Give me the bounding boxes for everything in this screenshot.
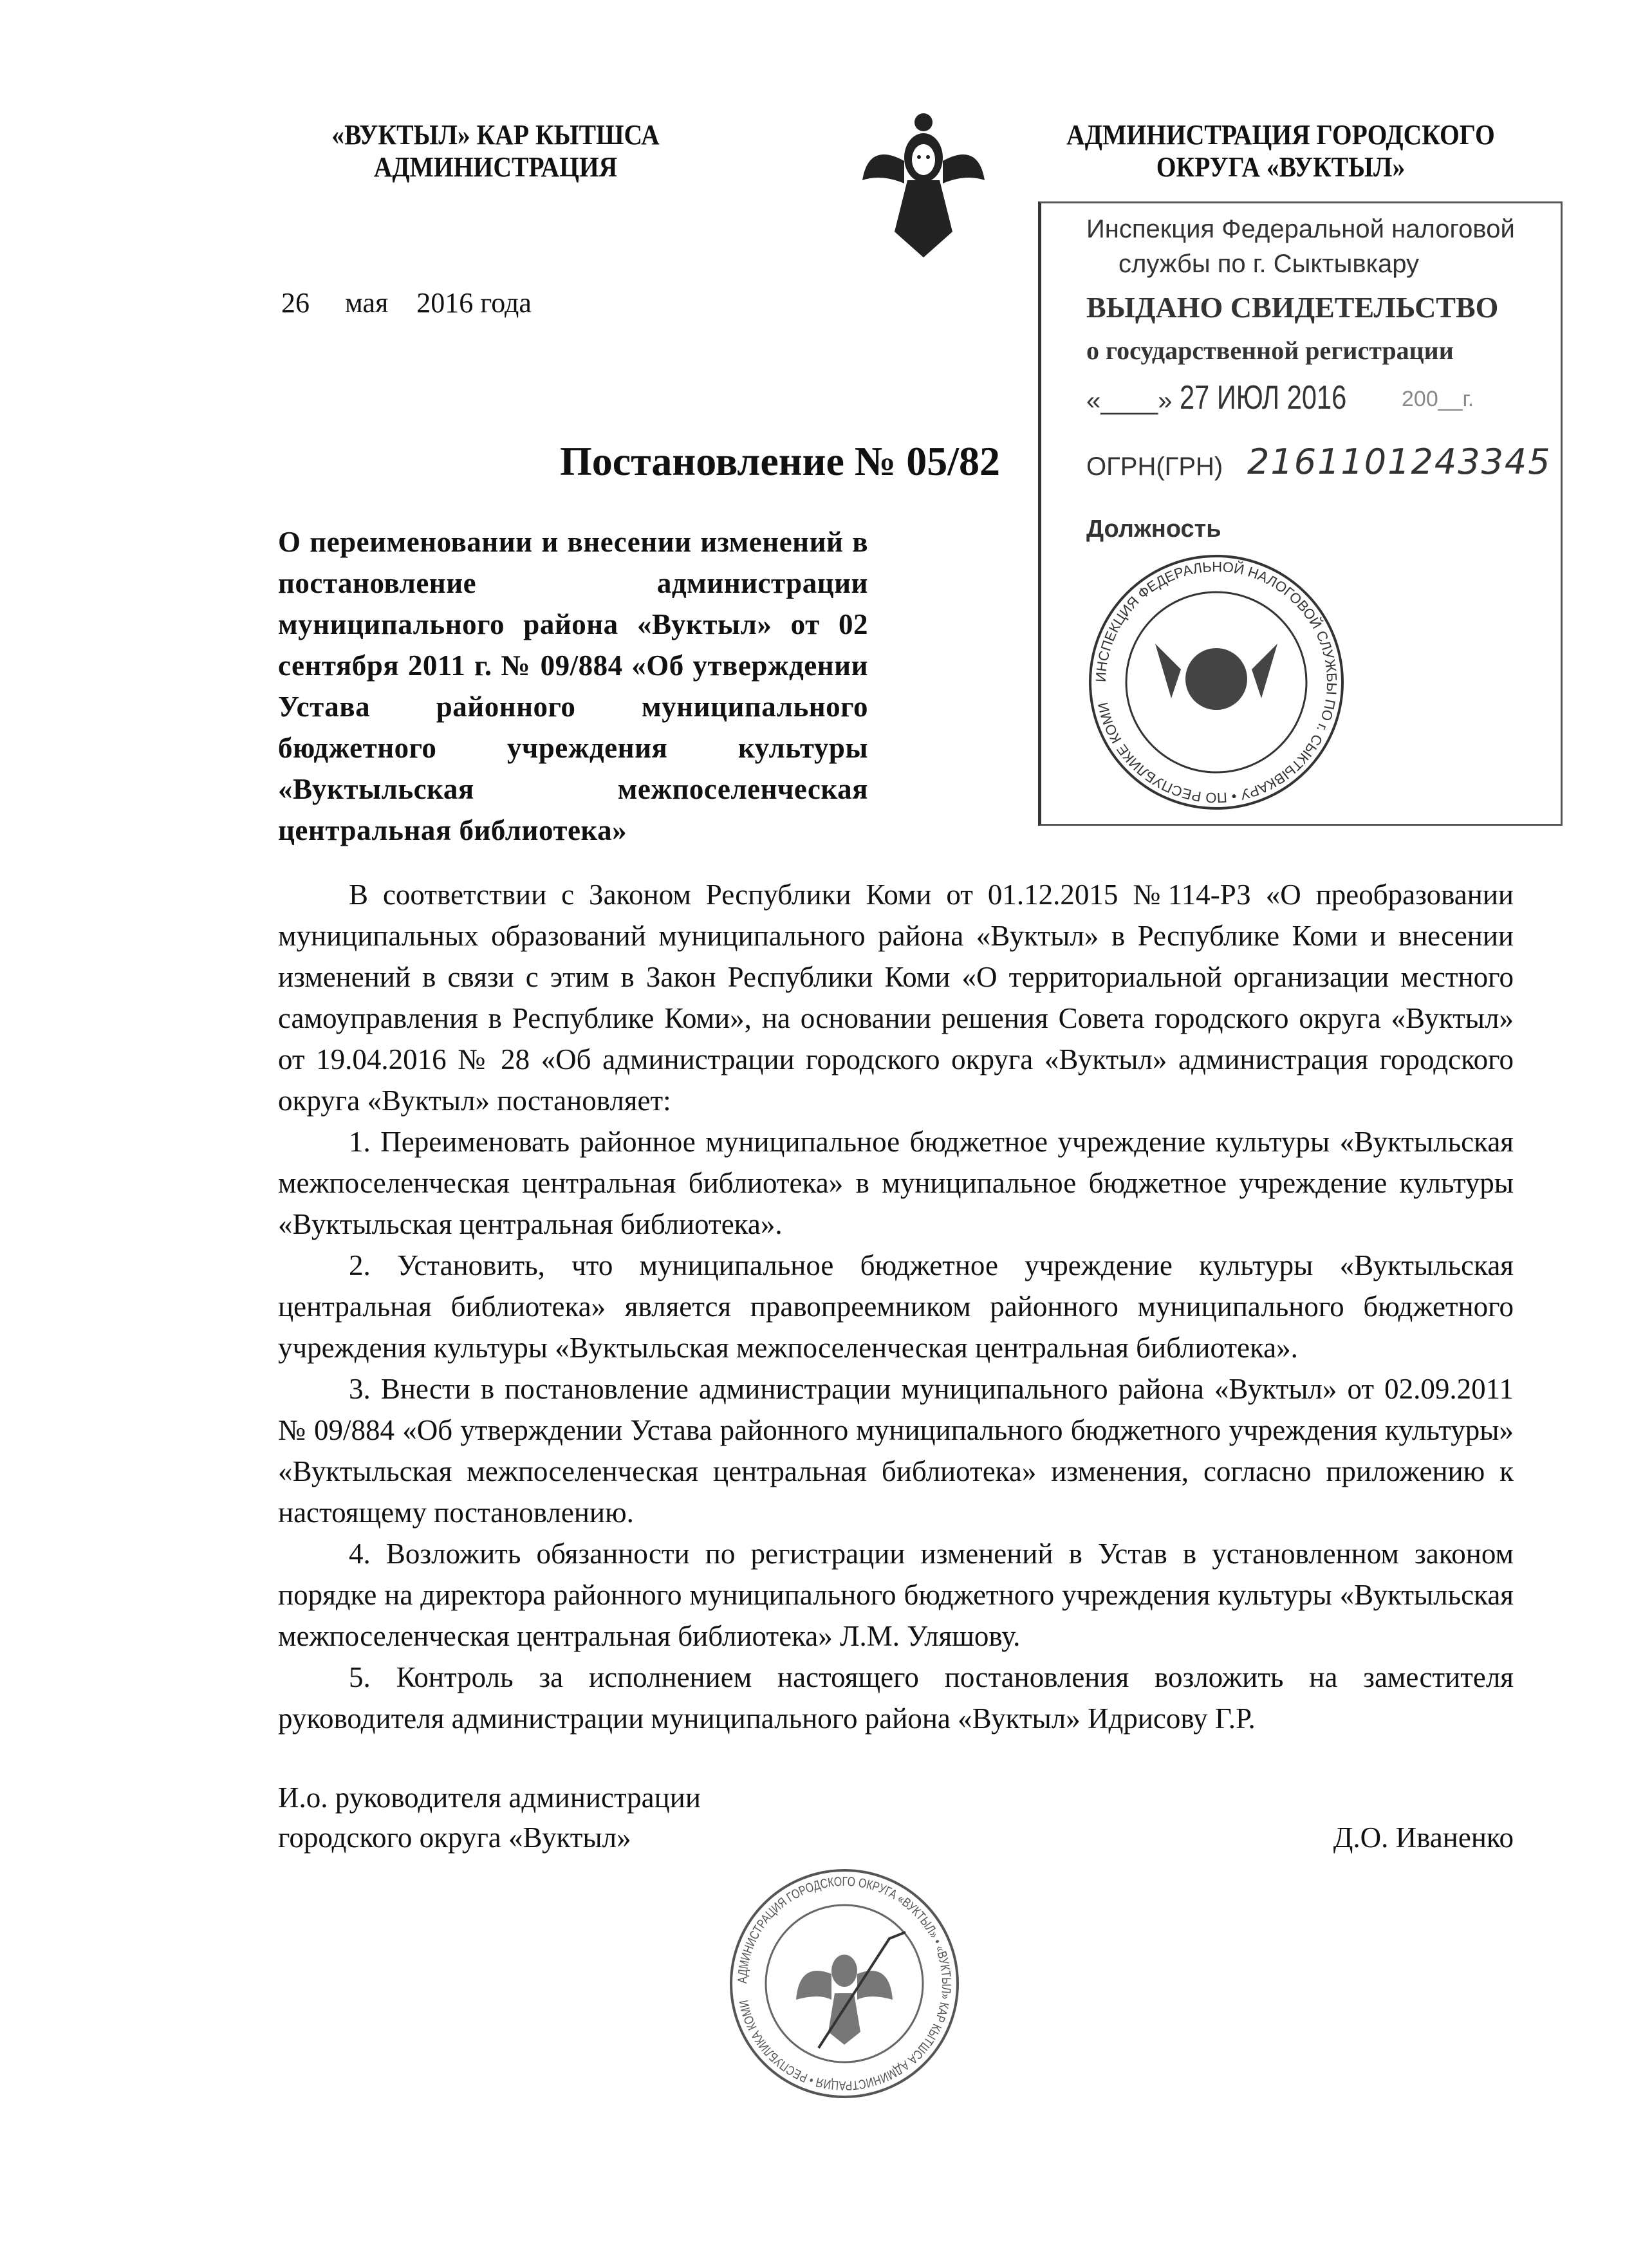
tax-seal-text: ИНСПЕКЦИЯ ФЕДЕРАЛЬНОЙ НАЛОГОВОЙ СЛУЖБЫ ПО г. СЫКТЫВКАРУ • ПО РЕСПУБЛИКЕ КОМИ — [1092, 558, 1341, 806]
stamp-line2: службы по г. Сыктывкару — [1118, 250, 1420, 278]
paragraph-item-4: 4. Возложить обязанности по регистрации изменений в Устав в установленном законом порядке на директора районного муниципального бюджетного учреждения культуры «Вуктыльская межпоселенческая центральная библиотека» Л.М. Уляшову. — [278, 1538, 1514, 1652]
signature-position — [278, 1778, 701, 1857]
signature-position-line1: И.о. руководителя администрации — [278, 1782, 701, 1814]
header-right-line1: АДМИНИСТРАЦИЯ ГОРОДСКОГО — [1066, 119, 1495, 151]
signature-name: Д.О. Иваненко — [1333, 1821, 1514, 1854]
header-right-line2: ОКРУГА «ВУКТЫЛ» — [1156, 151, 1406, 183]
stamp-line4: о государственной регистрации — [1086, 336, 1454, 365]
document-title: Постановление № 05/82 — [560, 438, 1000, 484]
paragraph-item-1: 1. Переименовать районное муниципальное бюджетное учреждение культуры «Вуктыльская межпоселенческая центральная библиотека» в муниципальное бюджетное учреждение культуры «Вуктыльская центральная библиотека». — [278, 1126, 1514, 1240]
stamp-ogrn-label: ОГРН(ГРН) — [1086, 452, 1223, 481]
paragraph-preamble: В соответствии с Законом Республики Коми от 01.12.2015 №114-РЗ «О преобразовании муниципальных образований муниципального района «Вуктыл» в Республике Коми и внесении изменений в связи с этим в Закон Республики Коми «О территориальной организации местного самоуправления в Республике Коми», на основании решения Совета городского округа «Вуктыл» от 19.04.2016 № 28 «Об администрации городского округа «Вуктыл» администрация городского округа «Вуктыл» постановляет: — [278, 879, 1514, 1117]
stamp-position-label: Должность — [1086, 516, 1221, 543]
paragraph-item-2: 2. Установить, что муниципальное бюджетное учреждение культуры «Вуктыльская центральная библиотека» является правопреемником районного муниципального бюджетного учреждения культуры «Вуктыльская межпоселенческая центральная библиотека». — [278, 1249, 1514, 1364]
paragraph-item-5: 5. Контроль за исполнением настоящего постановления возложить на заместителя руководителя администрации муниципального района «Вуктыл» Идрисову Г.Р. — [278, 1661, 1514, 1735]
paragraph-item-3: 3. Внести в постановление администрации муниципального района «Вуктыл» от 02.09.2011 № 09/884 «Об утверждении Устава районного муниципального бюджетного учреждения культуры» «Вуктыльская межпоселенческая центральная библиотека» изменения, согласно приложению к настоящему постановлению. — [278, 1373, 1514, 1529]
document-main — [278, 521, 1514, 2099]
administration-seal — [729, 1868, 960, 2099]
stamp-date-prefix: «____» — [1086, 387, 1173, 415]
admin-seal-text: АДМИНИСТРАЦИЯ ГОРОДСКОГО ОКРУГА «ВУКТЫЛ» • «ВУКТЫЛ» КАР КЫТШСА АДМИНИСТРАЦИЯ • РЕСПУБЛИКА КОМИ — [735, 1874, 954, 2093]
stamp-line3: ВЫДАНО СВИДЕТЕЛЬСТВО — [1086, 291, 1499, 324]
administration-seal-wrap — [729, 1868, 960, 2099]
header-left — [322, 119, 669, 183]
stamp-year-suffix: 200__г. — [1402, 387, 1474, 411]
stamp-ogrn-handwritten: 2161101243345 — [1247, 442, 1552, 482]
komi-emblem-icon — [856, 103, 991, 264]
stamp-date: 27 ИЮЛ 2016 — [1180, 379, 1347, 416]
header-left-line2: АДМИНИСТРАЦИЯ — [373, 151, 618, 183]
signature-block — [278, 1778, 1514, 1857]
header-right — [1032, 119, 1530, 183]
document-body — [278, 874, 1514, 1739]
header-left-line1: «ВУКТЫЛ» КАР КЫТШСА — [331, 119, 660, 151]
document-date: 26 мая 2016 года — [281, 287, 532, 319]
signature-position-line2: городского округа «Вуктыл» — [278, 1821, 631, 1854]
stamp-line1: Инспекция Федеральной налоговой — [1086, 215, 1515, 243]
document-subject: О переименовании и внесении изменений в постановление администрации муниципального района «Вуктыл» от 02 сентября 2011 г. № 09/884 «Об утверждении Устава районного муниципального бюджетного учреждения культуры «Вуктыльская межпоселенческая центральная библиотека» — [278, 526, 868, 846]
